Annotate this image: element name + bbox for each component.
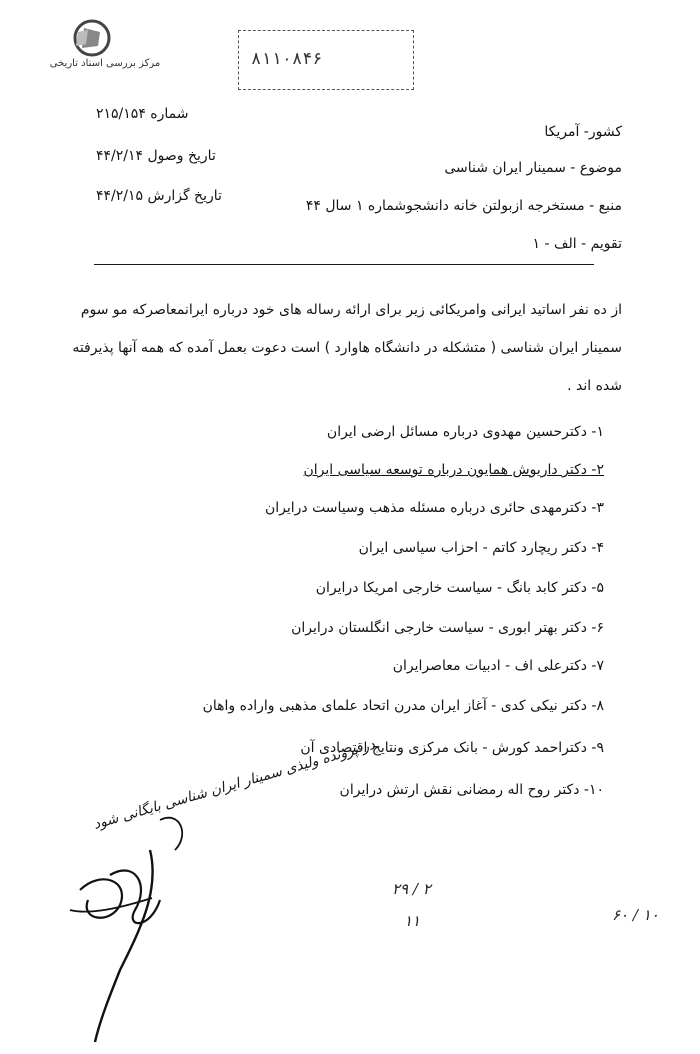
- receipt-date: تاریخ وصول ۴۴/۲/۱۴: [96, 148, 216, 164]
- source-field: منبع - مستخرجه ازبولتن خانه دانشجوشماره ۱ سال ۴۴: [305, 198, 622, 214]
- list-item: ۸- دکتر نیکی کدی - آغاز ایران مدرن اتحاد علمای مذهبی واراده واهان: [202, 698, 604, 714]
- archive-logo-icon: [54, 18, 116, 58]
- list-item: ۳- دکترمهدی حائری درباره مسئله مذهب وسیاست درایران: [264, 500, 604, 516]
- handwritten-note: در پرونده ولیذی سمینار ایران شناسی بایگانی شود: [91, 736, 377, 833]
- evaluation-field: تقویم - الف - ۱: [532, 236, 622, 252]
- list-item: ۴- دکتر ریچارد کاتم - احزاب سیاسی ایران: [358, 540, 604, 556]
- list-item: ۱۰- دکتر روح اله رمضانی نقش ارتش درایران: [339, 782, 604, 798]
- list-item: ۱- دکترحسین مهدوی درباره مسائل ارضی ایران: [326, 424, 604, 440]
- list-item: ۵- دکتر کابد بانگ - سیاست خارجی امریکا درایران: [315, 580, 604, 596]
- handwritten-number-2: ۱۱: [404, 912, 421, 930]
- intro-line-3: شده اند .: [567, 378, 622, 394]
- document-number: شماره ۲۱۵/۱۵۴: [96, 106, 189, 122]
- header-divider: [94, 264, 594, 265]
- report-date: تاریخ گزارش ۴۴/۲/۱۵: [96, 188, 222, 204]
- list-item: ۷- دکترعلی اف - ادبیات معاصرایران: [392, 658, 604, 674]
- subject-field: موضوع - سمینار ایران شناسی: [444, 160, 622, 176]
- list-item: ۶- دکتر بهتر ابوری - سیاست خارجی انگلستان درایران: [291, 620, 604, 636]
- intro-line-2: سمینار ایران شناسی ( متشکله در دانشگاه هاوارد ) است دعوت بعمل آمده که همه آنها پذیرفته: [72, 340, 622, 356]
- handwritten-number-1: ۲۹ / ۲: [392, 880, 431, 898]
- document-stamp: [238, 30, 414, 90]
- list-item: ۲- دکتر داریوش همایون درباره توسعه سیاسی ایران: [303, 462, 604, 478]
- stamp-number: ۸۱۱۰۸۴۶: [251, 49, 323, 69]
- list-item: ۹- دکتراحمد کورش - بانک مرکزی ونتایج اقتصادی آن: [300, 740, 604, 756]
- intro-line-1: از ده نفر اساتید ایرانی وامریکائی زیر برای ارائه رساله های خود درباره ایرانمعاصرکه مو سوم: [80, 302, 622, 318]
- handwritten-number-3: ۶۰ / ۱۰: [612, 906, 659, 924]
- archive-logo-caption: مرکز بررسی اسناد تاریخی: [49, 58, 161, 69]
- country-field: کشور- آمریکا: [544, 124, 622, 140]
- signature: [40, 780, 290, 1050]
- archive-logo: [30, 18, 190, 78]
